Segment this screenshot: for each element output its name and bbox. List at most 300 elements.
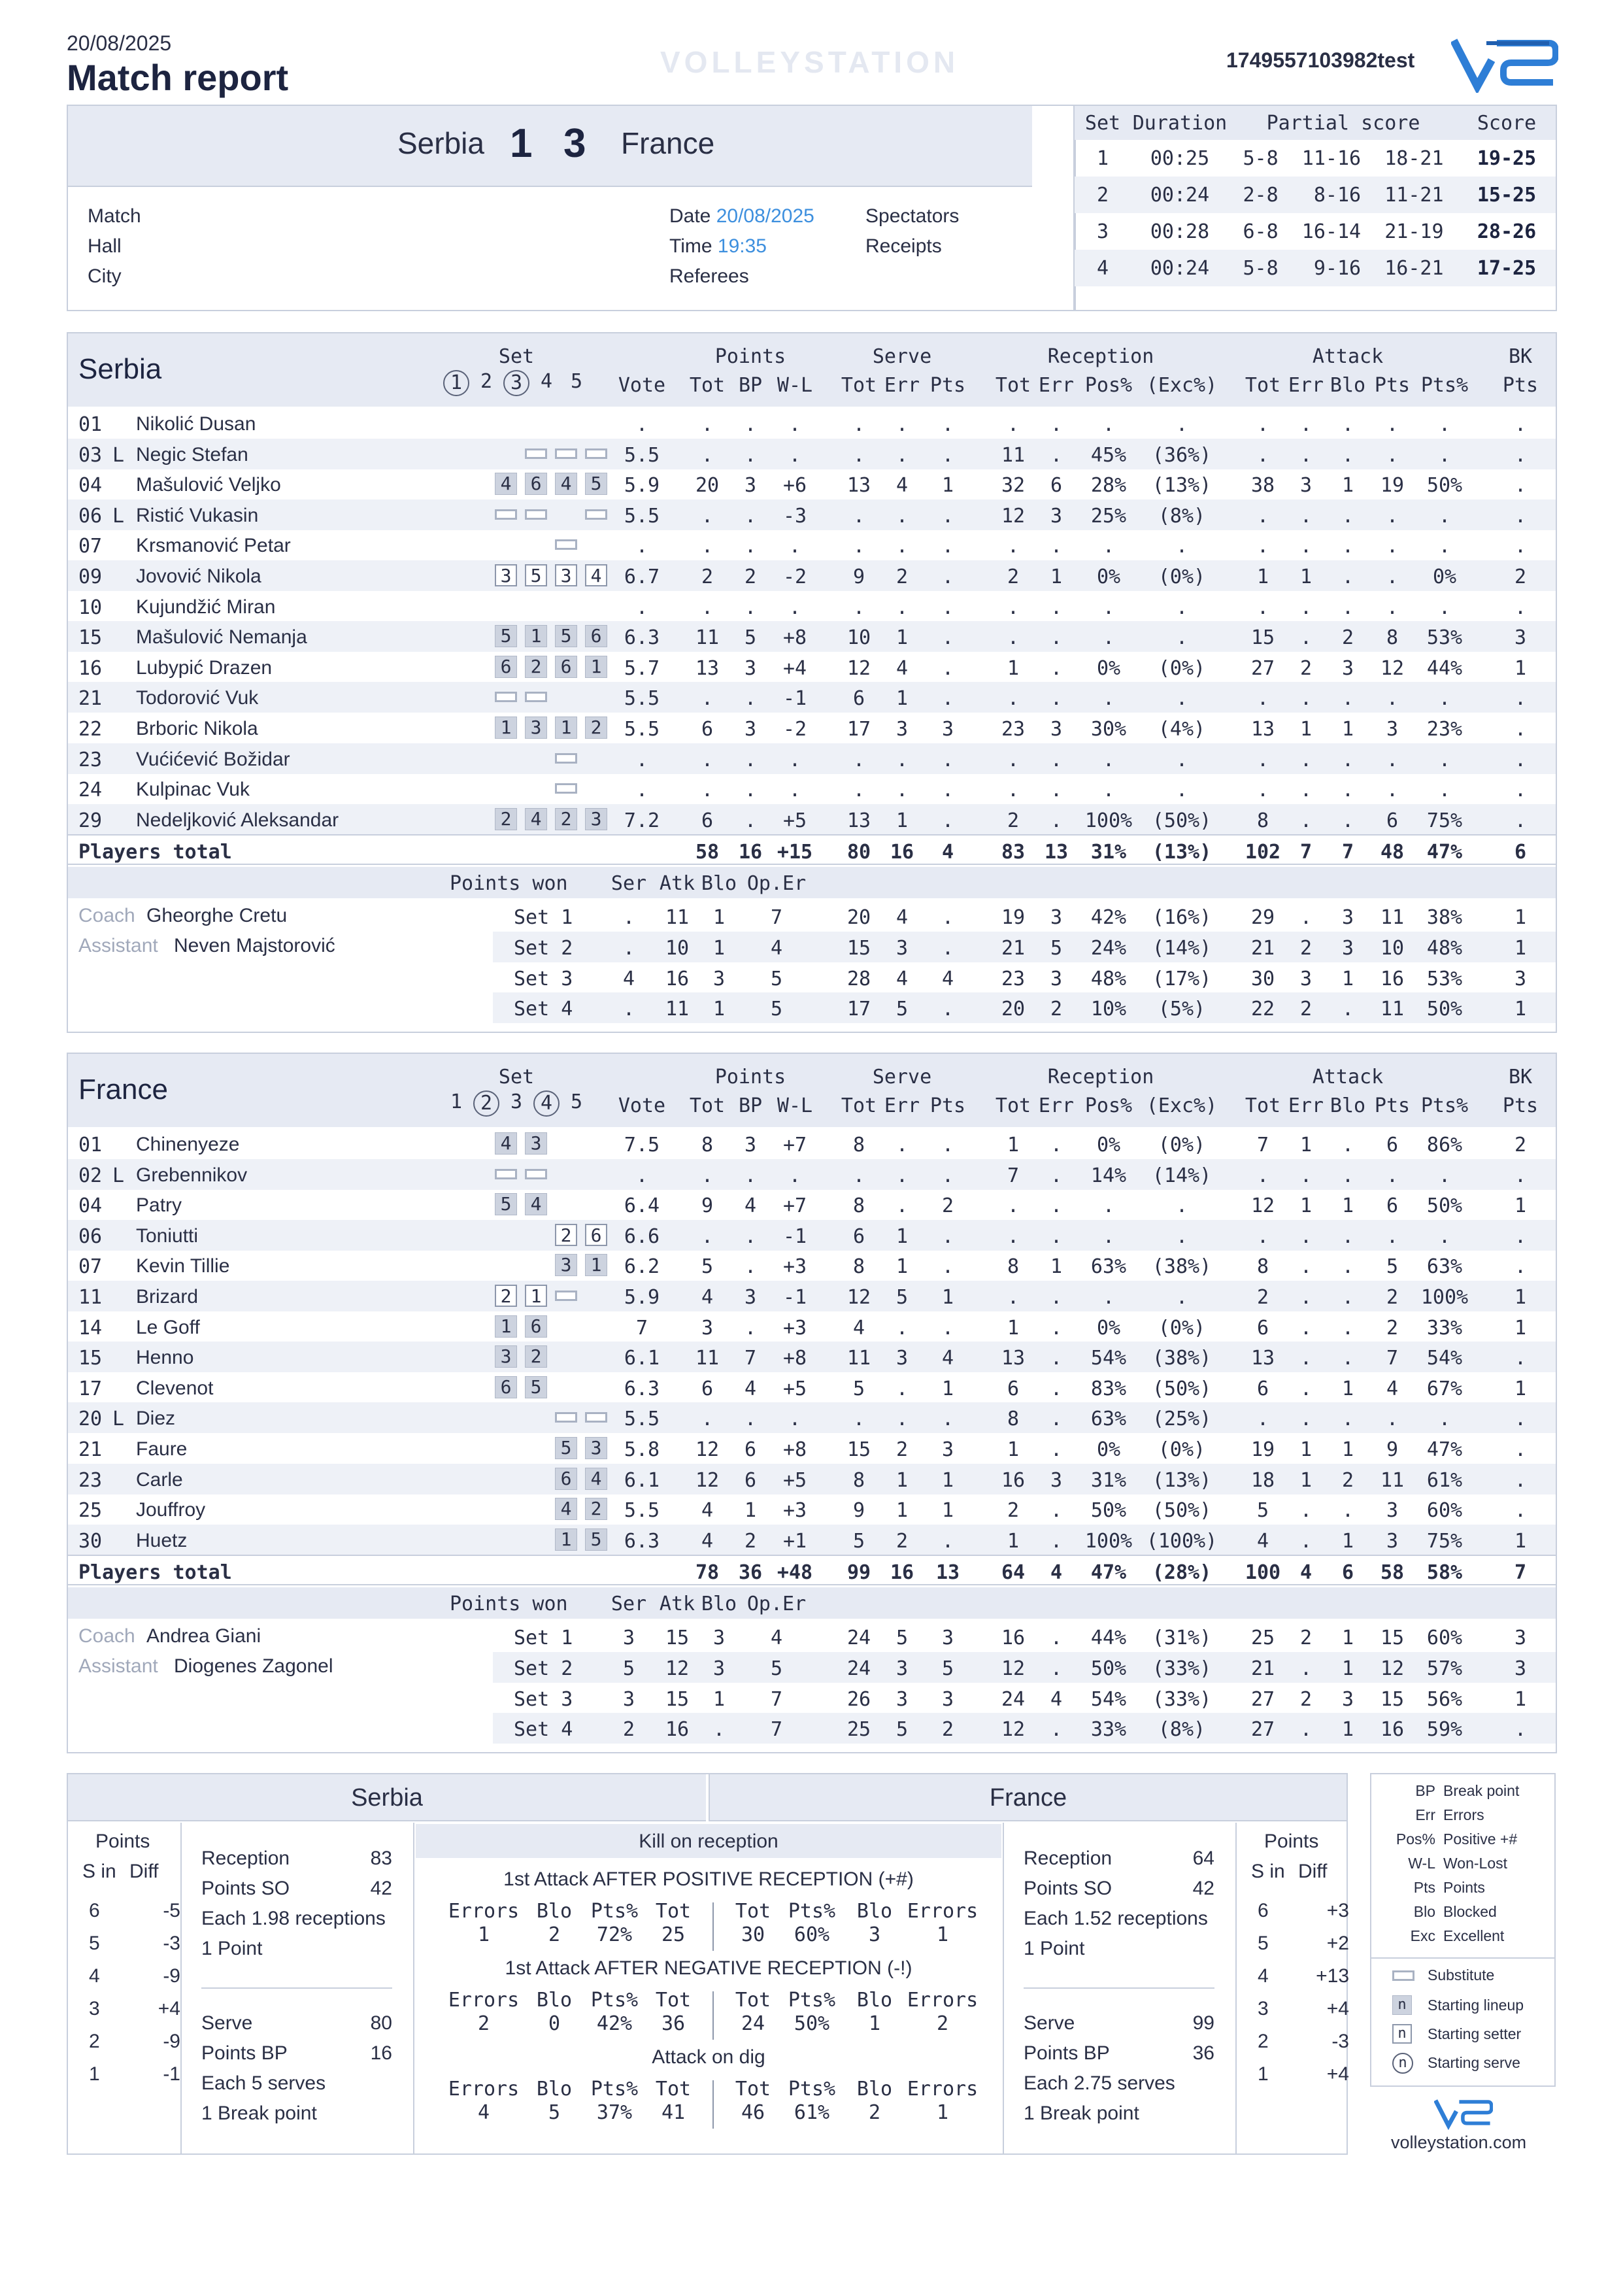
col-header: Err [1038,1094,1075,1117]
stat-cell: 2 [744,566,757,588]
stat-cell: 8 [852,1134,865,1156]
stat-cell: 1 [1007,1316,1020,1340]
legend-desc: Excellent [1443,1927,1505,1944]
assistant-name: Neven Majstorović [174,935,335,957]
stat-cell: . [744,413,757,436]
block-col-head: Errors [907,1900,979,1923]
spectators-label: Spectators [865,205,960,227]
stat-cell: 75% [1426,809,1463,832]
starting-setter-icon: n [1392,2024,1412,2044]
stat-cell: 6.1 [624,1347,660,1370]
stat-cell: -3 [782,504,807,528]
stat-cell: 4 [852,1316,865,1340]
stat-cell: . [1256,413,1269,436]
stat-cell: 5.5 [624,443,660,467]
set-stat-cell: 3 [895,1657,909,1680]
stat-cell: 3 [744,718,757,741]
volleystation-small-logo-icon [1434,2096,1493,2130]
stat-cell: . [1175,1286,1188,1309]
stat-cell: . [852,779,865,802]
set-number-header [499,1090,533,1113]
stat-cell: . [1341,566,1354,588]
stat-cell: . [788,535,801,558]
points-won-col: Op.Er [746,1593,807,1616]
player-number: 01 [78,413,103,436]
sets-row [1075,250,1556,286]
stat-cell: 1 [941,1499,954,1523]
stat-cell: . [744,748,757,771]
group-header-reception: Reception [1047,345,1154,368]
stat-value: 64 [1192,1848,1214,1869]
stat-cell: . [941,1164,954,1187]
player-name: Carle [136,1468,183,1491]
stat-label: Points SO [201,1878,290,1899]
stat-label: Points SO [1024,1878,1113,1899]
col-header: Vote [618,374,666,397]
stat-cell: 1 [1299,718,1313,741]
stat-label: 1 Break point [1024,2102,1139,2124]
rotation-diff: -3 [163,1933,180,1954]
set-number-header [529,1090,563,1117]
set-stat-cell: 60% [1426,1627,1463,1650]
player-name: Mašulović Veljko [136,474,281,496]
stat-cell: . [941,1134,954,1156]
stat-cell: . [701,443,714,467]
player-number: 25 [78,1499,103,1523]
block-col-head: Pts% [590,2078,639,2101]
stat-cell: . [1050,1529,1063,1553]
stat-cell: 23 [1001,718,1026,741]
total-cell: 6 [1514,841,1527,864]
rotation-diff: +4 [1326,2063,1349,2085]
stat-cell: 6 [1386,1134,1399,1156]
player-number: 07 [78,1255,103,1279]
stat-cell: . [852,413,865,436]
rotation-number: 3 [89,1998,100,2019]
set-stats-label: Set 2 [514,937,573,960]
col-header: BP [738,374,763,397]
starting-lineup-position: 2 [525,656,547,678]
stat-cell: . [1438,1408,1451,1431]
set-stat-cell: 19 [1001,906,1026,930]
stat-cell: -1 [782,1224,807,1248]
starting-lineup-position: 5 [495,1193,517,1215]
set-stat-cell: 1 [1341,1718,1354,1742]
stat-cell: 8 [1386,626,1399,650]
stat-cell: . [1050,748,1063,771]
legend-desc: Won-Lost [1443,1855,1508,1872]
player-row [68,621,1556,652]
stat-cell: 2 [1007,566,1020,588]
stat-cell: 3 [744,656,757,680]
sets-row [1075,140,1556,177]
total-cell: 83 [1001,841,1026,864]
player-name: Vućićević Božidar [136,748,290,770]
set-stat-cell: 4 [895,967,909,990]
starting-lineup-position: 4 [585,1468,607,1490]
starting-lineup-position: 5 [585,1528,607,1551]
starting-lineup-position: 2 [585,1498,607,1520]
stat-cell: . [895,1408,909,1431]
stat-cell: . [1341,1164,1354,1187]
player-number: 04 [78,474,103,498]
player-row [68,804,1556,835]
set-stat-cell: 5 [1050,937,1063,960]
stat-cell: 2 [1256,1286,1269,1309]
sin-label: S in [82,1861,116,1882]
substitute-marker [495,509,517,520]
stat-cell: . [941,809,954,832]
stat-cell: +8 [782,626,807,650]
set-stat-cell: 38% [1426,906,1463,930]
starting-lineup-position: 3 [585,1437,607,1459]
stat-cell: 7 [635,1316,648,1340]
stat-value: 42 [1192,1878,1214,1899]
total-cell: 58 [695,841,720,864]
stat-cell: 63% [1090,1255,1127,1279]
stat-cell: 5.8 [624,1438,660,1461]
set-number-header [469,370,503,393]
set-stat-cell: 24 [1001,1687,1026,1711]
starting-setter-position: 6 [585,1224,607,1246]
stat-cell: 3 [1386,1499,1399,1523]
stat-cell: . [1299,504,1313,528]
stat-cell: . [895,443,909,467]
block-col-head: Pts% [788,1900,836,1923]
set-number: 3 [503,370,529,396]
score-bar [68,106,1032,187]
player-number: 30 [78,1529,103,1553]
stat-cell: +7 [782,1194,807,1218]
rotation-diff: -1 [163,2063,180,2085]
player-row [68,560,1556,591]
stat-cell: 54% [1426,1347,1463,1370]
total-cell: 58 [1380,1561,1405,1585]
stat-cell: . [1299,1377,1313,1400]
player-number: 20 [78,1408,103,1431]
stat-cell: . [1102,413,1115,436]
block-col-head: Tot [655,1900,692,1923]
rotation-number: 4 [1258,1965,1269,1987]
set-stat-cell: 2 [1299,1627,1313,1650]
col-header: Err [1288,374,1324,397]
starting-lineup-position: 6 [495,656,517,678]
stat-cell: . [1341,443,1354,467]
stat-cell: 1 [1007,1438,1020,1461]
stat-cell: 20 [695,474,720,498]
rotation-number: 1 [1258,2063,1269,2085]
set-stat-cell: (31%) [1152,1627,1212,1650]
set-stat-cell: . [1050,1718,1063,1742]
set-stat-cell: 26 [846,1687,871,1711]
set-stat-cell: 7 [770,1718,783,1742]
player-row [68,743,1556,774]
rotation-number: 1 [89,2063,100,2085]
set-stat-cell: 57% [1426,1657,1463,1680]
stat-cell: . [1256,1224,1269,1248]
stat-cell: . [895,1377,909,1400]
stat-cell: . [1299,1529,1313,1553]
stat-cell: 2 [1386,1316,1399,1340]
set-stat-cell: . [1299,1657,1313,1680]
starting-lineup-position: 5 [525,1376,547,1398]
set-number-header [439,370,473,396]
stat-cell: 31% [1090,1468,1127,1492]
col-header: W-L [777,374,813,397]
rotation-diff: +4 [158,1998,180,2019]
stat-cell: . [1299,1164,1313,1187]
set-stat-cell: 16 [665,967,690,990]
stat-cell: 1 [1514,1377,1527,1400]
player-name: Kevin Tillie [136,1255,230,1277]
stat-cell: 1 [1341,1377,1354,1400]
stat-cell: . [1102,1286,1115,1309]
set-stat-cell: 44% [1090,1627,1127,1650]
summary-divider [180,1823,182,2153]
stat-cell: 3 [1299,474,1313,498]
stat-label: Points BP [1024,2042,1110,2064]
block-col-head: Errors [448,2078,520,2101]
stat-cell: 12 [846,656,871,680]
stat-cell: 7.5 [624,1134,660,1156]
stat-cell: (13%) [1152,1468,1212,1492]
stat-cell: . [1386,1224,1399,1248]
stat-cell: 3 [1514,626,1527,650]
stat-cell: 4 [1386,1377,1399,1400]
stat-cell: . [744,1255,757,1279]
stat-value: 16 [370,2042,392,2064]
stat-cell: . [852,596,865,619]
set-stat-cell: 33% [1090,1718,1127,1742]
stat-cell: . [788,596,801,619]
col-header: (Exc%) [1146,374,1218,397]
set-stat-cell: 10 [1380,937,1405,960]
set-stat-cell: 2 [1299,998,1313,1021]
sets-row [1075,177,1556,213]
time-label: Time [669,235,712,257]
stat-cell: 1 [1341,1438,1354,1461]
stat-cell: . [1102,1224,1115,1248]
stat-cell: . [788,748,801,771]
stat-cell: . [1102,1194,1115,1218]
set-stat-cell: 24% [1090,937,1127,960]
stat-cell: . [1341,1134,1354,1156]
stat-cell: . [701,687,714,711]
stat-cell: . [1386,1164,1399,1187]
player-number: 23 [78,748,103,771]
set-number-header [469,1090,503,1117]
points-label: Points [95,1831,150,1852]
rotation-diff: +3 [1326,1900,1349,1921]
stat-cell: . [635,596,648,619]
set-stat-cell: . [1299,1718,1313,1742]
total-cell: 64 [1001,1561,1026,1585]
col-set: Set [1075,106,1131,140]
set-duration: 00:24 [1131,177,1229,213]
stat-cell: 9 [852,1499,865,1523]
stat-cell: . [744,1224,757,1248]
substitute-marker [555,448,577,459]
set-stat-cell: 3 [622,1687,635,1711]
stat-cell: . [1299,413,1313,436]
col-header: Err [1288,1094,1324,1117]
player-name: Kulpinac Vuk [136,779,250,801]
stat-cell: . [1102,748,1115,771]
set-stat-cell: 24 [846,1657,871,1680]
stat-cell: (50%) [1152,1377,1212,1400]
set-stat-cell: 17 [846,998,871,1021]
points-won-col: Op.Er [746,872,807,896]
stat-cell: . [1102,626,1115,650]
stat-cell: 1 [895,1255,909,1279]
stat-cell: 1 [1341,718,1354,741]
legend-starting-setter: Starting setter [1428,2025,1522,2042]
player-number: 02 [78,1164,103,1187]
starting-lineup-position: 5 [495,625,517,647]
set-stats-label: Set 4 [514,1718,573,1742]
summary-home-title: Serbia [68,1774,706,1821]
group-header-points: Points [714,1066,786,1089]
stat-cell: . [895,748,909,771]
stat-cell: . [895,535,909,558]
block-value: 5 [548,2101,561,2124]
stat-cell: (14%) [1152,1164,1212,1187]
starting-lineup-position: 1 [555,1528,577,1551]
set-stat-cell: 56% [1426,1687,1463,1711]
players-total-label: Players total [78,841,232,864]
stat-cell: . [1050,1164,1063,1187]
stat-cell: . [701,413,714,436]
set-stats-row [493,901,1556,932]
stat-cell: 1 [1341,1529,1354,1553]
set-stat-cell: (14%) [1152,937,1212,960]
starting-lineup-position: 4 [525,808,547,830]
stat-cell: 5.5 [624,687,660,711]
stat-cell: . [701,779,714,802]
stat-cell: . [1386,535,1399,558]
stat-cell: 7 [1386,1347,1399,1370]
stat-cell: 1 [1050,1255,1063,1279]
stat-cell: 5 [701,1255,714,1279]
players-total-row [68,1555,1556,1585]
sets-table [1075,106,1556,286]
starting-lineup-position: 3 [555,1254,577,1276]
set-partial: 5-8 11-16 18-21 [1243,146,1444,170]
set-stat-cell: 29 [1250,906,1275,930]
set-stat-cell: (16%) [1152,906,1212,930]
stat-cell: . [1514,596,1527,619]
rotation-number: 2 [89,2031,100,2052]
stat-cell: 5.5 [624,504,660,528]
set-stat-cell: 11 [665,998,690,1021]
set-stat-cell: 53% [1426,967,1463,990]
set-number: 2 [480,370,493,393]
block-value: 72% [596,1923,633,1946]
set-stat-cell: 5 [770,967,783,990]
stat-cell: 2 [1514,1134,1527,1156]
total-cell: +15 [777,841,813,864]
set-stats-label: Set 4 [514,998,573,1021]
stat-cell: 100% [1420,1286,1469,1309]
set-stats-label: Set 3 [514,1687,573,1711]
player-number: 01 [78,1134,103,1156]
stat-cell: . [1007,413,1020,436]
stat-label: Serve [1024,2012,1075,2034]
set-stat-cell: (17%) [1152,967,1212,990]
stat-cell: . [1299,1316,1313,1340]
col-header: Tot [1245,1094,1281,1117]
player-number: 16 [78,656,103,680]
player-name: Lubурić Drazen [136,656,273,679]
set-num: 3 [1096,220,1109,243]
stat-value: 83 [370,1848,392,1869]
points-won-col: Atk [659,1593,695,1616]
stat-cell: . [1299,1408,1313,1431]
stat-cell: . [1514,687,1527,711]
group-header-bk: BK [1508,345,1533,368]
stat-cell: . [788,443,801,467]
player-number: 22 [78,718,103,741]
set-stat-cell: 3 [1050,906,1063,930]
stat-cell: 3 [1050,1468,1063,1492]
stat-cell: 6.3 [624,626,660,650]
report-date: 20/08/2025 [67,31,172,55]
player-row [68,591,1556,622]
stat-cell: . [941,504,954,528]
stat-cell: . [1050,413,1063,436]
starting-lineup-position: 3 [585,808,607,830]
stat-cell: 12 [695,1438,720,1461]
points-label: Points [1264,1831,1319,1852]
player-number: 10 [78,596,103,619]
group-header-serve: Serve [872,345,932,368]
set-stats-label: Set 2 [514,1657,573,1680]
stat-cell: . [1514,1408,1527,1431]
total-cell: 48 [1380,841,1405,864]
total-cell: 13 [1044,841,1069,864]
stat-cell: 0% [1096,1134,1121,1156]
set-stat-cell: 1 [712,998,726,1021]
set-stat-cell: 2 [1299,1687,1313,1711]
set-stat-cell: 11 [665,906,690,930]
starting-lineup-position: 1 [495,1315,517,1338]
libero-flag: L [112,443,125,467]
starting-lineup-position: 4 [495,473,517,495]
stat-cell: 1 [895,1224,909,1248]
watermark: VOLLEYSTATION [660,45,960,79]
set-stat-cell: 4 [1050,1687,1063,1711]
stat-cell: . [1007,1286,1020,1309]
set-stat-cell: 12 [1001,1657,1026,1680]
block-value: 4 [477,2101,490,2124]
set-stat-cell: 1 [1514,1687,1527,1711]
stat-cell: . [1175,748,1188,771]
block-col-head: Blo [856,1989,893,2012]
col-score: Score [1458,106,1556,140]
block-col-head: Pts% [590,1989,639,2012]
rotation-number: 2 [1258,2031,1269,2052]
col-header: Pts% [1420,374,1469,397]
stat-label: Each 1.52 receptions [1024,1908,1208,1929]
stat-cell: . [744,779,757,802]
set-stat-cell: 1 [1341,967,1354,990]
set-stat-cell: 11 [1380,906,1405,930]
set-stat-cell: 3 [1341,937,1354,960]
starting-lineup-position: 6 [585,625,607,647]
col-header: Pos% [1084,1094,1133,1117]
set-stat-cell: 24 [846,1627,871,1650]
team-name: Serbia [78,353,162,385]
